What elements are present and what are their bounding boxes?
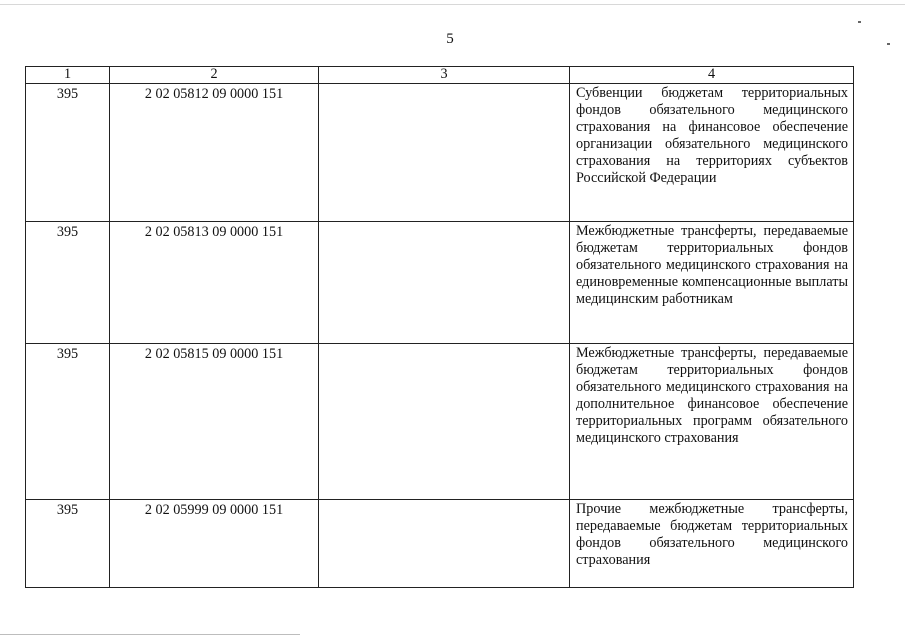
page-number: 5 [446,31,454,47]
table-row [26,344,854,500]
scan-edge-line-top [0,4,905,5]
column-header-1: 1 [26,67,110,84]
table-header-row [26,67,854,84]
budget-classification-table [25,66,854,588]
admin-code-cell: 395 [26,222,110,344]
column-header-2: 2 [110,67,319,84]
admin-code-cell: 395 [26,500,110,588]
scan-speck [887,43,890,45]
budget-code-cell: 2 02 05999 09 0000 151 [110,500,319,588]
admin-code-cell: 395 [26,84,110,222]
column-header-4: 4 [570,67,854,84]
budget-code-cell: 2 02 05815 09 0000 151 [110,344,319,500]
table-row [26,84,854,222]
empty-cell [319,500,570,588]
budget-code-cell: 2 02 05812 09 0000 151 [110,84,319,222]
income-name-cell: Межбюджетные трансферты, передаваемые бюджетам территориальных фондов обязательного медицинского страхования на единовременные компенсационные выплаты медицинским работникам [570,222,854,344]
admin-code-cell: 395 [26,344,110,500]
empty-cell [319,222,570,344]
table-row [26,222,854,344]
column-header-3: 3 [319,67,570,84]
income-name-cell: Межбюджетные трансферты, передаваемые бюджетам территориальных фондов обязательного медицинского страхования на дополнительное финансовое обеспечение территориальных программ обязательного медицинского страхования [570,344,854,500]
empty-cell [319,344,570,500]
table-row [26,500,854,588]
income-name-cell: Субвенции бюджетам территориальных фондов обязательного медицинского страхования на финансовое обеспечение организации обязательного медицинского страхования на территориях субъектов Российской Федерации [570,84,854,222]
scan-edge-line-bottom [0,634,300,635]
budget-code-cell: 2 02 05813 09 0000 151 [110,222,319,344]
income-name-cell: Прочие межбюджетные трансферты, передаваемые бюджетам территориальных фондов обязательного медицинского страхования [570,500,854,588]
empty-cell [319,84,570,222]
scan-speck [858,21,861,23]
